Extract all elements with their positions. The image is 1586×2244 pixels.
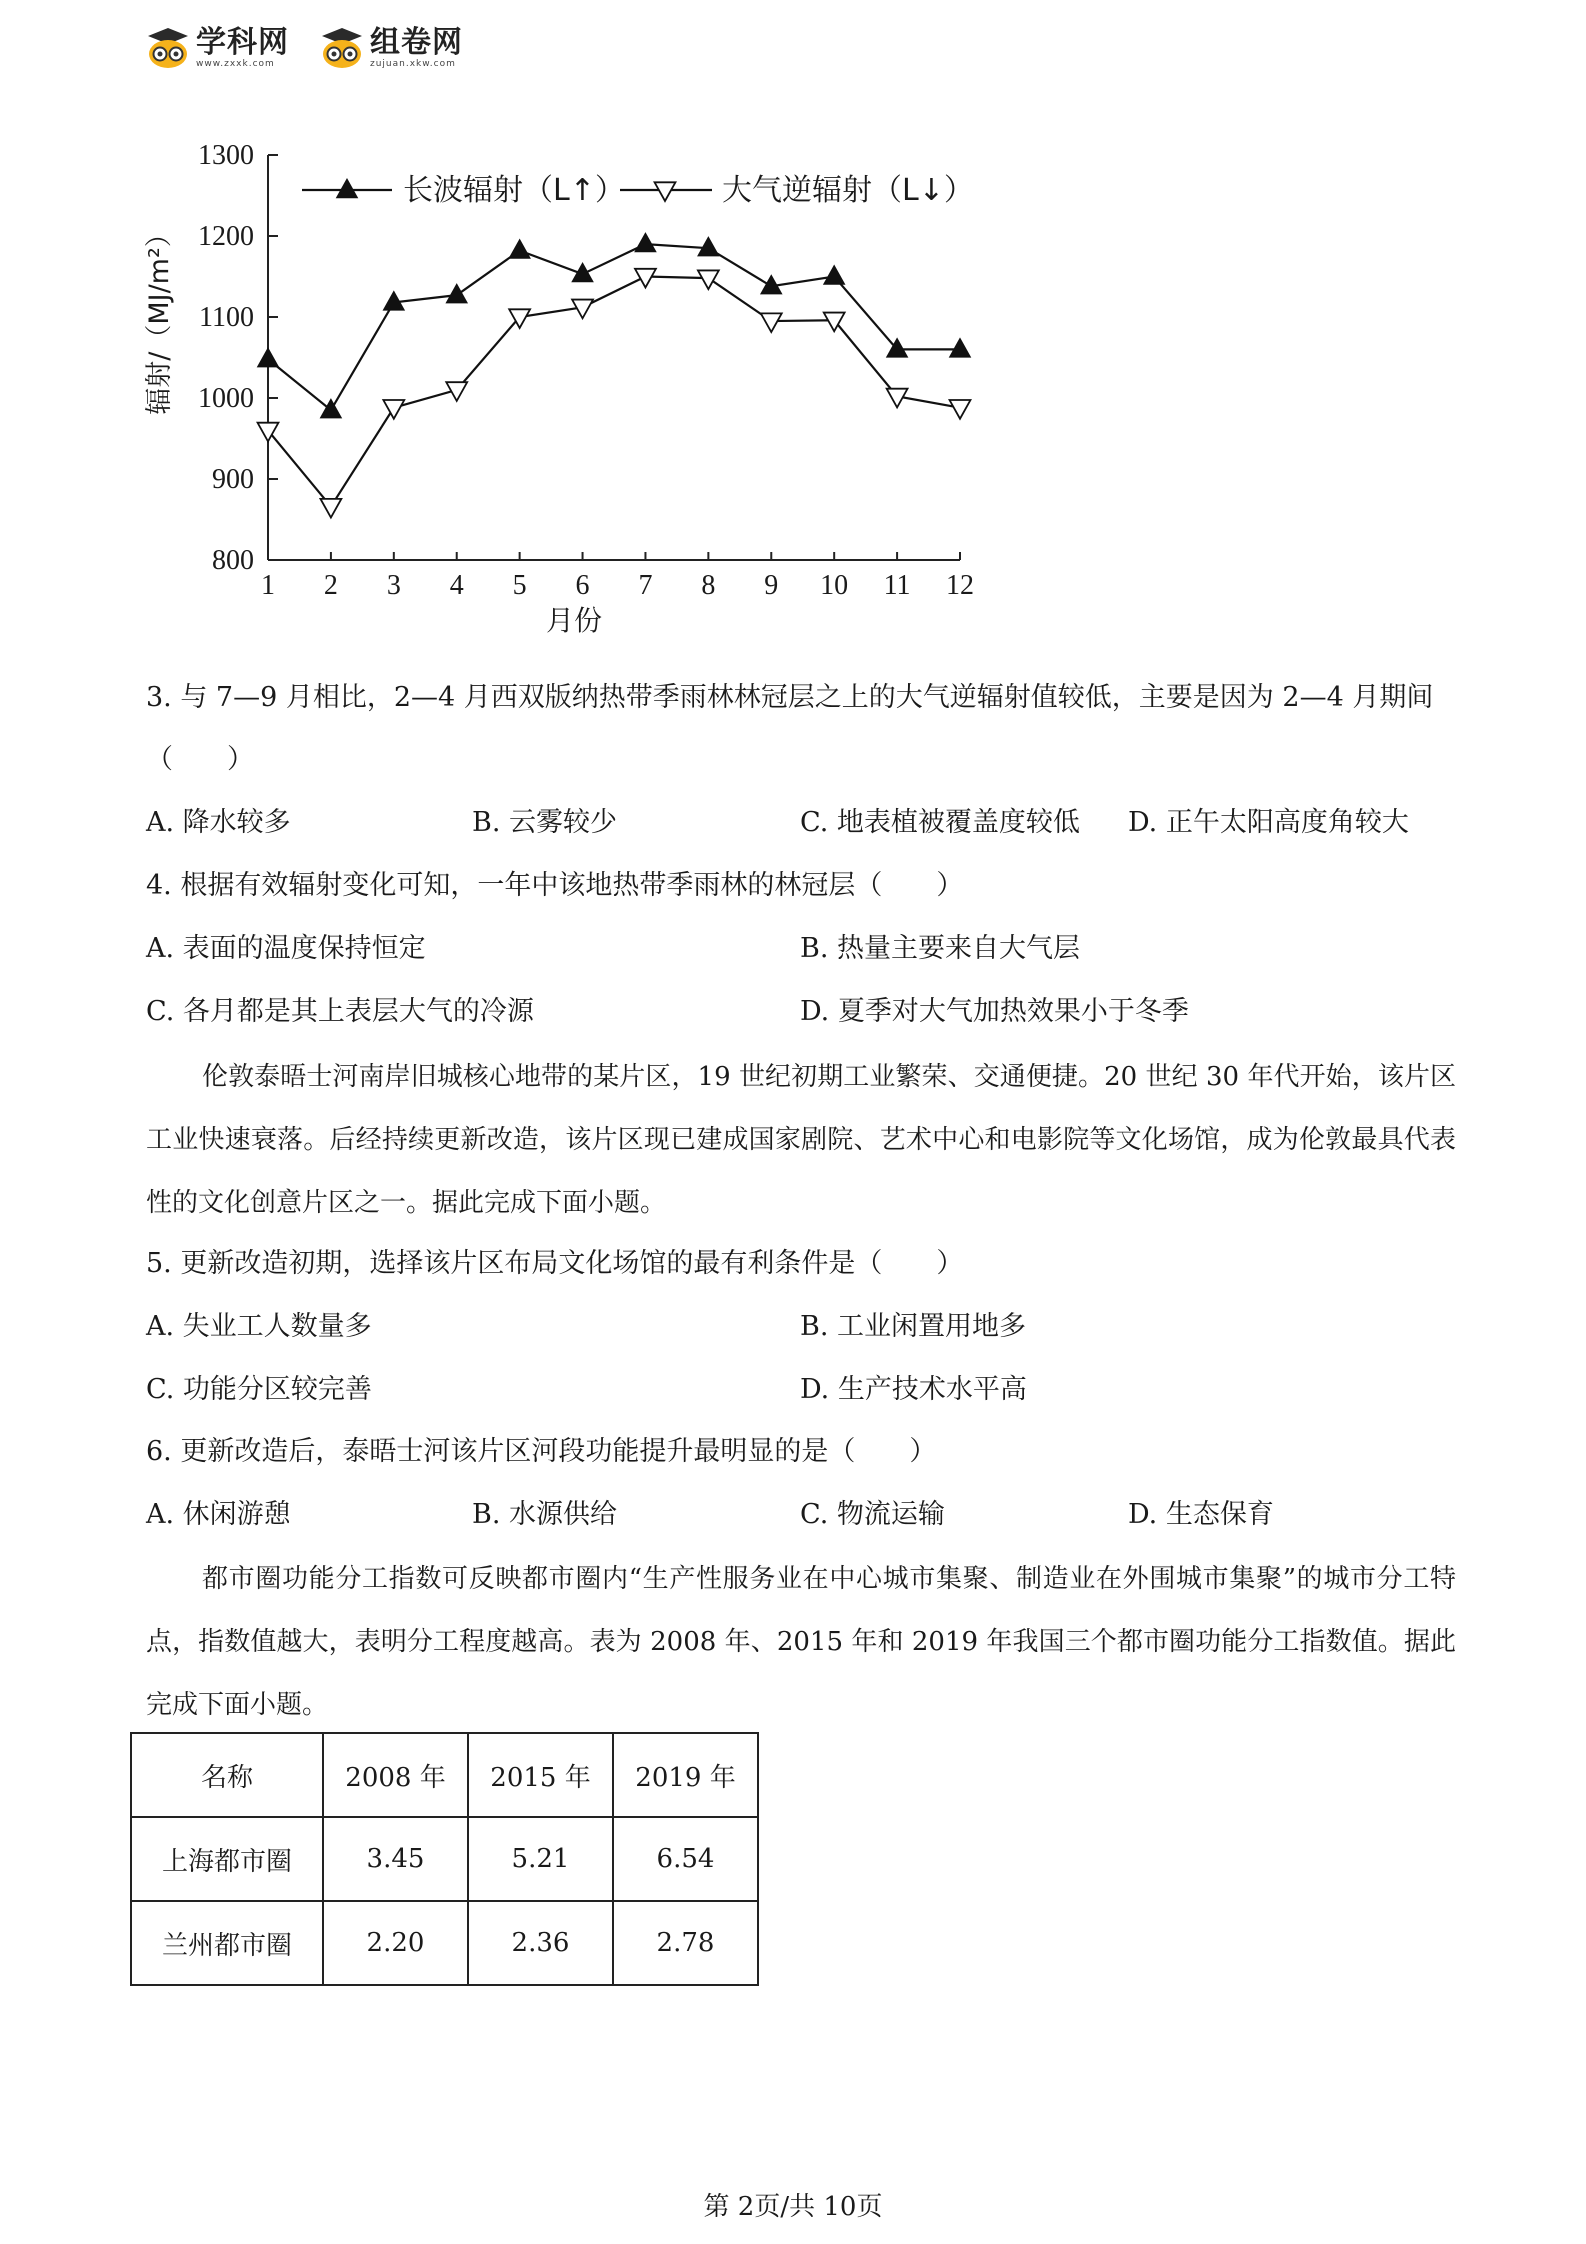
table-header-cell: 2015 年 bbox=[468, 1733, 613, 1817]
data-point-counter-radiation bbox=[761, 313, 782, 332]
y-tick-label: 1000 bbox=[198, 383, 254, 414]
question-5-option-c[interactable]: C. 功能分区较完善 bbox=[146, 1374, 372, 1405]
passage-metro: 都市圈功能分工指数可反映都市圈内“生产性服务业在中心城市集聚、制造业在外围城市集聚”的城市分工特点，指数值越大，表明分工程度越高。表为 2008 年、2015 年和 2019 年我国三个都市圈功能分工指数值。据此完成下面小题。 bbox=[146, 1564, 1456, 1720]
x-tick-label: 1 bbox=[261, 570, 275, 601]
logo-name: 组卷网 bbox=[370, 25, 463, 60]
legend-marker-longwave bbox=[337, 179, 358, 198]
division-index-table bbox=[130, 1732, 759, 1986]
question-5-option-a[interactable]: A. 失业工人数量多 bbox=[146, 1311, 372, 1342]
radiation-line-chart bbox=[130, 130, 1000, 660]
data-point-longwave bbox=[635, 233, 656, 252]
question-6-option-d[interactable]: D. 生态保育 bbox=[1128, 1499, 1274, 1530]
logo-url: zujuan.xkw.com bbox=[370, 59, 456, 69]
x-tick-label: 4 bbox=[449, 570, 464, 601]
x-tick-label: 3 bbox=[386, 570, 401, 601]
question-3-option-a[interactable]: A. 降水较多 bbox=[146, 807, 291, 838]
x-tick-label: 2 bbox=[323, 570, 338, 601]
x-tick-label: 6 bbox=[575, 570, 590, 601]
question-3-option-d[interactable]: D. 正午太阳高度角较大 bbox=[1128, 807, 1409, 838]
table-row bbox=[131, 1901, 758, 1985]
y-tick-label: 1300 bbox=[198, 140, 254, 171]
owl-logo-icon bbox=[320, 26, 364, 70]
y-tick-label: 1100 bbox=[199, 302, 254, 333]
table-cell: 上海都市圈 bbox=[131, 1817, 323, 1901]
data-point-counter-radiation bbox=[383, 400, 404, 419]
legend-label-counter-radiation: 大气逆辐射（L↓） bbox=[722, 173, 974, 208]
question-5-stem: 5. 更新改造初期，选择该片区布局文化场馆的最有利条件是（ ） bbox=[146, 1248, 964, 1279]
question-5-option-d[interactable]: D. 生产技术水平高 bbox=[800, 1374, 1027, 1405]
y-tick-label: 900 bbox=[212, 464, 254, 495]
legend-marker-counter-radiation bbox=[655, 182, 676, 201]
question-6-option-c[interactable]: C. 物流运输 bbox=[800, 1499, 945, 1530]
table-cell: 6.54 bbox=[613, 1817, 758, 1901]
owl-logo-icon bbox=[146, 26, 190, 70]
table-cell: 2.36 bbox=[468, 1901, 613, 1985]
question-6-stem: 6. 更新改造后，泰晤士河该片区河段功能提升最明显的是（ ） bbox=[146, 1436, 937, 1467]
logo-zxxk bbox=[146, 22, 289, 74]
question-6-option-b[interactable]: B. 水源供给 bbox=[472, 1499, 618, 1530]
data-point-longwave bbox=[950, 338, 971, 357]
data-point-longwave bbox=[698, 237, 719, 256]
data-point-longwave bbox=[509, 240, 530, 259]
question-4-option-a[interactable]: A. 表面的温度保持恒定 bbox=[146, 933, 426, 964]
table-cell: 3.45 bbox=[323, 1817, 468, 1901]
question-3-blank: （ ） bbox=[146, 744, 254, 775]
question-4-option-b[interactable]: B. 热量主要来自大气层 bbox=[800, 933, 1081, 964]
table-cell: 2.20 bbox=[323, 1901, 468, 1985]
page-number: 第 2页/共 10页 bbox=[703, 2192, 883, 2222]
series-line-longwave bbox=[268, 244, 960, 410]
x-tick-label: 12 bbox=[946, 570, 974, 601]
x-tick-label: 11 bbox=[883, 570, 911, 601]
logo-url: www.zxxk.com bbox=[196, 59, 275, 69]
question-4-option-c[interactable]: C. 各月都是其上表层大气的冷源 bbox=[146, 996, 534, 1027]
question-6-option-a[interactable]: A. 休闲游憩 bbox=[146, 1499, 291, 1530]
table-header-cell: 2008 年 bbox=[323, 1733, 468, 1817]
x-tick-label: 5 bbox=[512, 570, 527, 601]
y-tick-label: 1200 bbox=[198, 221, 254, 252]
question-4-option-d[interactable]: D. 夏季对大气加热效果小于冬季 bbox=[800, 996, 1189, 1027]
legend-label-longwave: 长波辐射（L↑） bbox=[403, 173, 625, 208]
table-header-row bbox=[131, 1733, 758, 1817]
table-cell: 2.78 bbox=[613, 1901, 758, 1985]
table-row bbox=[131, 1817, 758, 1901]
data-point-longwave bbox=[320, 399, 341, 418]
table-cell: 5.21 bbox=[468, 1817, 613, 1901]
x-tick-label: 8 bbox=[701, 570, 716, 601]
data-point-counter-radiation bbox=[320, 499, 341, 518]
question-5-option-b[interactable]: B. 工业闲置用地多 bbox=[800, 1311, 1027, 1342]
table-header-cell: 名称 bbox=[131, 1733, 323, 1817]
logo-name: 学科网 bbox=[196, 25, 289, 60]
data-point-counter-radiation bbox=[698, 270, 719, 289]
question-3-option-b[interactable]: B. 云雾较少 bbox=[472, 807, 618, 838]
data-point-counter-radiation bbox=[635, 269, 656, 288]
data-point-longwave bbox=[824, 266, 845, 285]
data-point-longwave bbox=[446, 284, 467, 303]
x-tick-label: 9 bbox=[764, 570, 779, 601]
question-4-stem: 4. 根据有效辐射变化可知，一年中该地热带季雨林的林冠层（ ） bbox=[146, 870, 964, 901]
x-axis-label: 月份 bbox=[545, 604, 603, 637]
logo-zujuan bbox=[320, 22, 463, 74]
table-cell: 兰州都市圈 bbox=[131, 1901, 323, 1985]
question-3-stem: 3. 与 7—9 月相比，2—4 月西双版纳热带季雨林林冠层之上的大气逆辐射值较低，主要是因为 2—4 月期间 bbox=[146, 682, 1434, 713]
question-3-option-c[interactable]: C. 地表植被覆盖度较低 bbox=[800, 807, 1080, 838]
x-tick-label: 7 bbox=[638, 570, 653, 601]
table-header-cell: 2019 年 bbox=[613, 1733, 758, 1817]
y-tick-label: 800 bbox=[212, 545, 254, 576]
x-tick-label: 10 bbox=[820, 570, 849, 601]
data-point-longwave bbox=[258, 348, 279, 367]
passage-london: 伦敦泰晤士河南岸旧城核心地带的某片区，19 世纪初期工业繁荣、交通便捷。20 世纪 30 年代开始，该片区工业快速衰落。后经持续更新改造，该片区现已建成国家剧院、艺术中心和电影院等文化场馆，成为伦敦最具代表性的文化创意片区之一。据此完成下面小题。 bbox=[146, 1062, 1456, 1218]
series-line-counter-radiation bbox=[268, 277, 960, 507]
data-point-counter-radiation bbox=[950, 400, 971, 419]
y-axis-label: 辐射/（MJ/m²） bbox=[144, 220, 175, 415]
